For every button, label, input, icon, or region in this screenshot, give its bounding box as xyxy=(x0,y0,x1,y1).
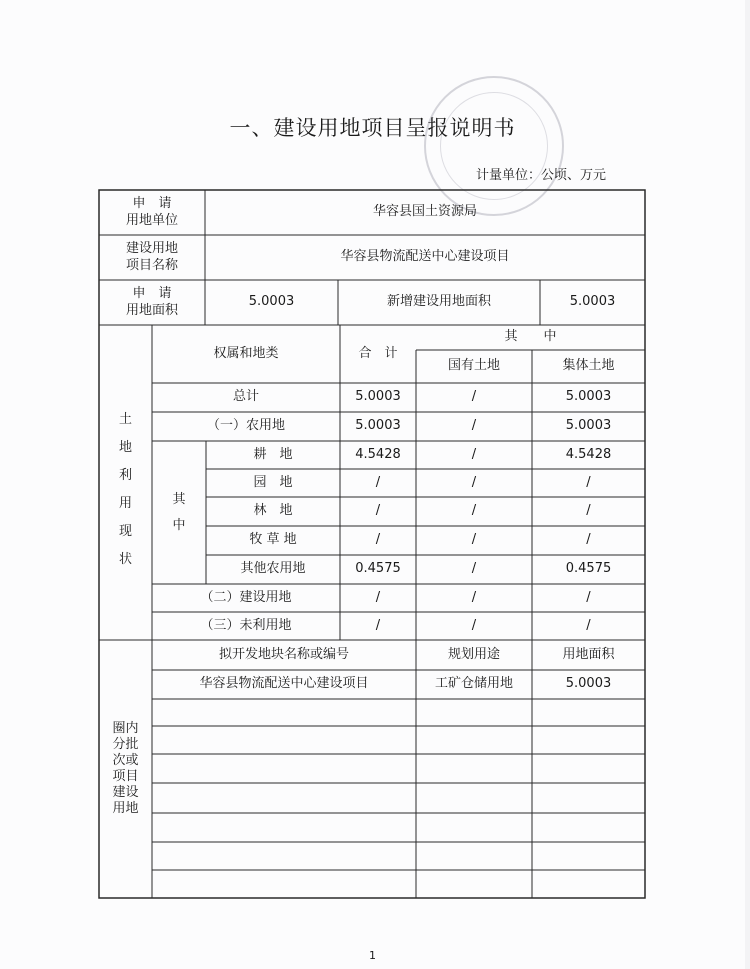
row-name: （二）建设用地 xyxy=(200,589,292,605)
row-total: / xyxy=(375,589,381,605)
row-name: 园 地 xyxy=(253,474,293,490)
header-land-type: 权属和地类 xyxy=(213,345,279,361)
row-state: / xyxy=(471,389,477,405)
header-total: 合 计 xyxy=(358,345,398,361)
header-state-land: 国有土地 xyxy=(447,358,500,374)
row-state: / xyxy=(471,418,477,434)
row-state: / xyxy=(471,589,477,605)
row-state: / xyxy=(471,617,477,633)
row-state: / xyxy=(471,503,477,519)
row-name: 总计 xyxy=(232,389,259,405)
header-collective-land: 集体土地 xyxy=(562,358,615,374)
row-state: / xyxy=(471,561,477,577)
row-total: / xyxy=(375,532,381,548)
header-land-area: 用地面积 xyxy=(562,646,615,662)
row-state: / xyxy=(471,446,477,462)
of-which-label: 其 中 xyxy=(172,491,186,533)
row-total: / xyxy=(375,474,381,490)
applicant-unit-value: 华容县国土资源局 xyxy=(372,204,477,220)
row-total: 4.5428 xyxy=(355,446,401,462)
measurement-unit: 计量单位：公顷、万元 xyxy=(476,168,607,183)
row-collective: / xyxy=(586,474,591,490)
row-name: （一）农用地 xyxy=(206,418,285,434)
row-collective: 5.0003 xyxy=(565,418,612,434)
batch-side-label: 圈内 分批 次或 项目 建设 用地 xyxy=(112,721,139,816)
applied-area-label: 申 请 用地面积 xyxy=(125,285,178,318)
row-state: / xyxy=(471,474,477,490)
project-name-label: 建设用地 项目名称 xyxy=(125,240,178,273)
row-collective: / xyxy=(586,532,591,548)
row-total: 5.0003 xyxy=(355,418,401,434)
row-collective: / xyxy=(586,589,591,605)
page-number: 1 xyxy=(369,949,376,962)
row-name: 其他农用地 xyxy=(240,561,306,577)
row-collective: 4.5428 xyxy=(565,446,612,462)
header-planned-use: 规划用途 xyxy=(447,646,500,662)
applied-area-value: 5.0003 xyxy=(248,294,295,310)
parcel-use: 工矿仓储用地 xyxy=(434,676,513,692)
row-total: 5.0003 xyxy=(355,389,401,405)
row-name: 牧 草 地 xyxy=(249,532,297,548)
applicant-unit-label: 申 请 用地单位 xyxy=(125,195,178,228)
row-collective: 5.0003 xyxy=(565,389,612,405)
new-area-label: 新增建设用地面积 xyxy=(386,294,491,310)
header-parcel-name: 拟开发地块名称或编号 xyxy=(218,646,349,662)
row-collective: 0.4575 xyxy=(565,561,612,577)
row-collective: / xyxy=(586,503,591,519)
row-total: / xyxy=(375,617,381,633)
header-of-which: 其 中 xyxy=(504,329,557,345)
page-title: 一、建设用地项目呈报说明书 xyxy=(229,116,516,140)
row-total: / xyxy=(375,503,381,519)
row-name: 耕 地 xyxy=(253,446,293,462)
project-name-value: 华容县物流配送中心建设项目 xyxy=(340,249,510,265)
row-name: 林 地 xyxy=(253,503,293,519)
land-status-side-label: 土 地 利 用 现 状 xyxy=(118,412,132,567)
parcel-name: 华容县物流配送中心建设项目 xyxy=(199,676,369,692)
new-area-value: 5.0003 xyxy=(569,294,616,310)
row-total: 0.4575 xyxy=(355,561,401,577)
parcel-area: 5.0003 xyxy=(565,676,612,692)
row-collective: / xyxy=(586,617,591,633)
row-name: （三）未利用地 xyxy=(200,617,292,633)
row-state: / xyxy=(471,532,477,548)
